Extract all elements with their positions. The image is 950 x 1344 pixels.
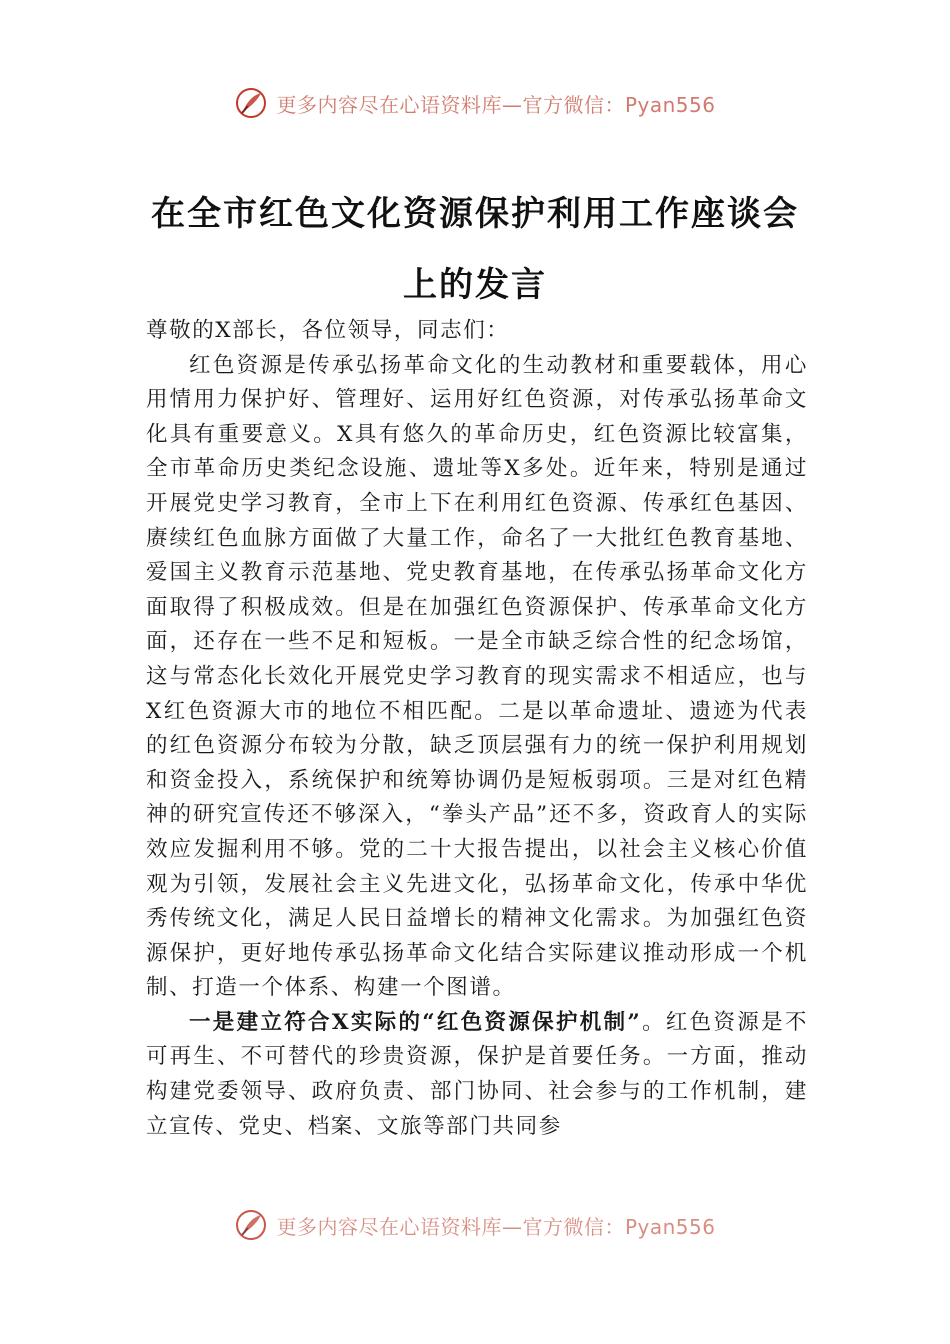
document-title: 在全市红色文化资源保护利用工作座谈会 <box>151 194 799 234</box>
watermark-text: 更多内容尽在心语资料库—官方微信：Pyan556 <box>276 1214 716 1239</box>
paragraph-mechanism-text: 。红色资源是不可再生、不可替代的珍贵资源，保护是首要任务。一方面，推动构建党委领导、政府负责、部门协同、社会参与的工作机制，建立宣传、党史、档案、文旅等部门共同参 <box>146 1009 809 1139</box>
document-title-continued: 上的发言 <box>403 265 547 305</box>
feather-pen-icon <box>234 1208 268 1242</box>
document-body <box>146 314 808 1144</box>
watermark-header <box>0 86 950 120</box>
paragraph-lead-heading: 一是建立符合X实际的“红色资源保护机制” <box>189 1009 642 1035</box>
watermark-text: 更多内容尽在心语资料库—官方微信：Pyan556 <box>276 92 716 117</box>
feather-pen-icon <box>234 86 268 120</box>
paragraph-intro: 红色资源是传承弘扬革命文化的生动教材和重要载体，用心用情用力保护好、管理好、运用好红色资源，对传承弘扬革命文化具有重要意义。X具有悠久的革命历史，红色资源比较富集，全市革命历史类纪念设施、遗址等X多处。近年来，特别是通过开展党史学习教育，全市上下在利用红色资源、传承红色基因、赓续红色血脉方面做了大量工作，命名了一大批红色教育基地、爱国主义教育示范基地、党史教育基地，在传承弘扬革命文化方面取得了积极成效。但是在加强红色资源保护、传承革命文化方面，还存在一些不足和短板。一是全市缺乏综合性的纪念场馆，这与常态化长效化开展党史学习教育的现实需求不相适应，也与X红色资源大市的地位不相匹配。二是以革命遗址、遗迹为代表的红色资源分布较为分散，缺乏顶层强有力的统一保护利用规划和资金投入，系统保护和统筹协调仍是短板弱项。三是对红色精神的研究宣传还不够深入，“拳头产品”还不多，资政育人的实际效应发掘利用不够。党的二十大报告提出，以社会主义核心价值观为引领，发展社会主义先进文化，弘扬革命文化，传承中华优秀传统文化，满足人民日益增长的精神文化需求。为加强红色资源保护，更好地传承弘扬革命文化结合实际建议推动形成一个机制、打造一个体系、构建一个图谱。 <box>146 352 808 1001</box>
salutation: 尊敬的X部长，各位领导，同志们： <box>146 318 510 343</box>
watermark-footer <box>0 1208 950 1242</box>
paragraph-mechanism <box>146 1006 808 1144</box>
